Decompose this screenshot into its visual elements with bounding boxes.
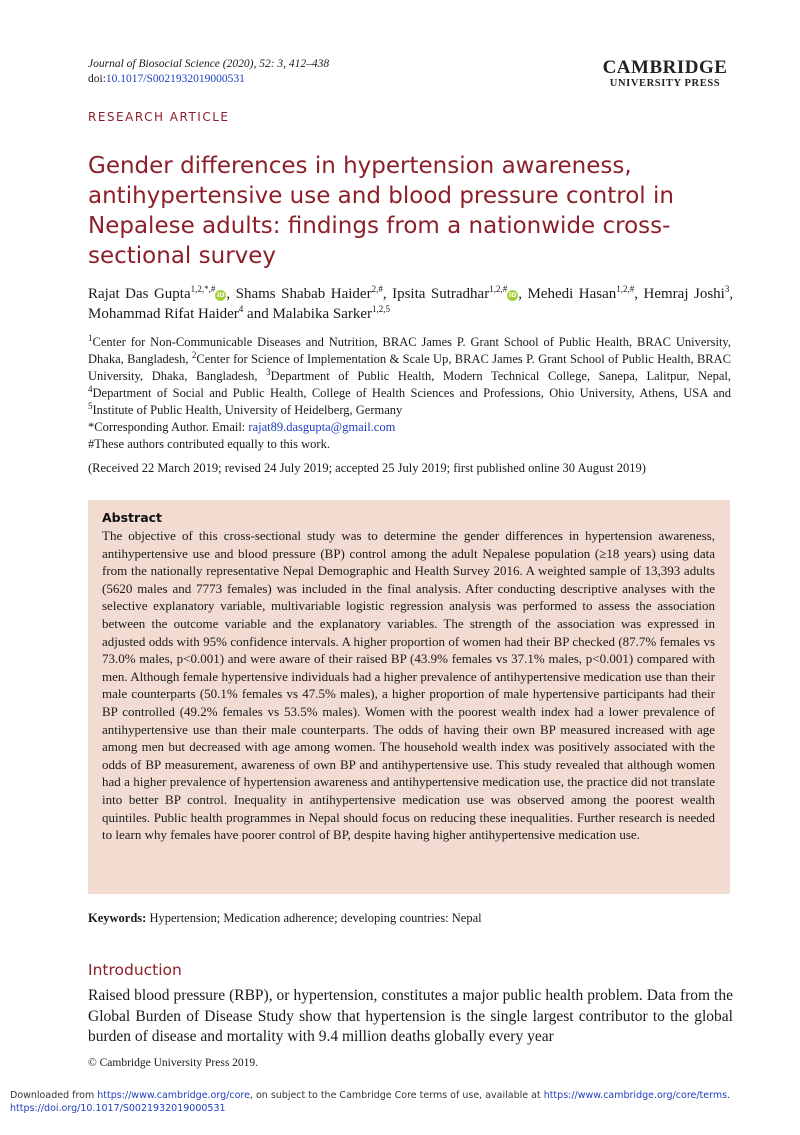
journal-citation bbox=[88, 57, 329, 71]
author-separator: , bbox=[729, 286, 734, 302]
keywords-label: Keywords: bbox=[88, 911, 147, 925]
affiliation-number: 3 bbox=[266, 366, 271, 377]
publisher-press: UNIVERSITY PRESS bbox=[609, 78, 721, 89]
affiliation-text: Department of Public Health, Modern Technical College, Sanepa, Lalitpur, Nepal, bbox=[270, 369, 731, 383]
author-list bbox=[88, 284, 733, 324]
author-name: Mehedi Hasan bbox=[527, 286, 617, 302]
journal-volume: (2020), 52: 3, 412–438 bbox=[219, 58, 330, 70]
publisher-name: CAMBRIDGE bbox=[602, 57, 728, 78]
footer-period: . bbox=[727, 1090, 731, 1101]
corresponding-email-link[interactable]: rajat89.dasgupta@gmail.com bbox=[248, 420, 396, 434]
footer-terms-link[interactable]: https://www.cambridge.org/core/terms bbox=[543, 1090, 728, 1101]
affiliation-text: Department of Social and Public Health, College of Health Sciences and Professions, Ohio University, Athens, USA and bbox=[92, 386, 731, 400]
doi-prefix: doi: bbox=[88, 73, 106, 85]
author-name: Hemraj Joshi bbox=[643, 286, 725, 302]
affiliation-number: 5 bbox=[88, 400, 93, 411]
download-footer bbox=[10, 1089, 790, 1115]
article-type: RESEARCH ARTICLE bbox=[88, 110, 230, 124]
equal-contribution-note: #These authors contributed equally to this work. bbox=[88, 437, 330, 451]
author-affiliation-marker: 2,# bbox=[371, 284, 383, 294]
affiliation-text: Institute of Public Health, University of Heidelberg, Germany bbox=[92, 403, 403, 417]
orcid-icon[interactable]: iD bbox=[508, 291, 517, 299]
article-title: Gender differences in hypertension awareness, antihypertensive use and blood pressure control in Nepalese adults: findings from a nationwide cross-sectional survey bbox=[88, 153, 674, 269]
author-affiliation-marker: 1,2,5 bbox=[372, 304, 391, 314]
abstract-text: The objective of this cross-sectional study was to determine the gender differences in hypertension awareness, antihypertensive use and blood pressure (BP) control among the adult Nepalese population (≥18 years) using data from the nationally representative Nepal Demographic and Health Survey 2016. A weighted sample of 13,393 adults (5620 males and 7773 females) was included in the final analysis. After conducting descriptive analyses with the selective explanatory variable, multivariable logistic regression analysis was performed to assess the association between the outcome variable and the explanatory variables. The strength of the association was expressed in adjusted odds with 95% confidence intervals. A higher proportion of women had their BP checked (87.7% females vs 73.0% males, p<0.001) and were aware of their raised BP (43.9% females vs 37.1% males, p<0.001) compared with men. Although female hypertensive individuals had a higher prevalence of antihypertensive medication use than their male counterparts (50.1% females vs 47.5% males), a higher proportion of male hypertensive participants had their BP controlled (49.2% females vs 53.5% males). Women with the poorest wealth index had a lower prevalence of antihypertensive use than their male counterparts. The odds of having their own BP measured increased with age among men but decreased with age among women. The household wealth index was positively associated with the odds of BP measurement, awareness of own BP and antihypertensive use. This study revealed that although women had a higher prevalence of hypertension awareness and antihypertensive medication use, the practice did not translate into better BP control. Inequality in antihypertensive medication use was observed among the poorest wealth quintiles. Public health programmes in Nepal should focus on reducing these inequalities. Further research is needed to learn why females have poorer control of BP, despite having higher antihypertensive medication use. bbox=[102, 528, 715, 843]
journal-name: Journal of Biosocial Science bbox=[88, 58, 220, 70]
received-dates: (Received 22 March 2019; revised 24 July 2019; accepted 25 July 2019; first published online 30 August 2019) bbox=[88, 461, 646, 475]
abstract-box bbox=[88, 500, 730, 894]
affiliation-number: 4 bbox=[88, 383, 93, 394]
author-name: Malabika Sarker bbox=[272, 306, 373, 322]
affiliation-number: 1 bbox=[88, 332, 93, 343]
introduction-text: Raised blood pressure (RBP), or hypertension, constitutes a major public health problem. Data from the Global Burden of Disease Study show that hypertension is the single largest contributor to the global burden of disease and mortality with 9.4 million deaths globally every year bbox=[88, 987, 733, 1045]
doi-link[interactable]: 10.1017/S0021932019000531 bbox=[105, 73, 245, 85]
author-affiliation-marker: 1,2,*,# bbox=[190, 284, 216, 294]
affiliation-text: Center for Science of Implementation & Scale Up, BRAC James P. Grant School of Public Health, BRAC University, Dhaka, Bangladesh, bbox=[88, 352, 731, 383]
author-separator: and bbox=[243, 306, 273, 322]
introduction-heading: Introduction bbox=[88, 961, 182, 979]
author-separator: , bbox=[518, 286, 528, 302]
author-name: Ipsita Sutradhar bbox=[392, 286, 490, 302]
copyright-notice: © Cambridge University Press 2019. bbox=[88, 1057, 259, 1069]
author-name: Mohammad Rifat Haider bbox=[88, 306, 239, 322]
doi-line bbox=[88, 72, 245, 86]
footer-doi-link[interactable]: https://doi.org/10.1017/S0021932019000531 bbox=[10, 1103, 226, 1114]
author-name: Shams Shabab Haider bbox=[235, 286, 372, 302]
keywords-text: Hypertension; Medication adherence; developing countries: Nepal bbox=[146, 911, 482, 925]
corresponding-label: *Corresponding Author. Email: bbox=[88, 420, 249, 434]
author-separator: , bbox=[226, 286, 236, 302]
footer-core-link[interactable]: https://www.cambridge.org/core bbox=[97, 1090, 250, 1101]
affiliation-number: 2 bbox=[191, 349, 197, 360]
footer-downloaded-label: Downloaded from bbox=[10, 1090, 98, 1101]
abstract-heading: Abstract bbox=[102, 510, 163, 525]
author-affiliation-marker: 4 bbox=[238, 304, 244, 314]
publisher-logo bbox=[600, 58, 730, 90]
affiliation-list bbox=[88, 332, 731, 417]
orcid-icon[interactable]: iD bbox=[217, 291, 225, 299]
keywords bbox=[88, 910, 733, 927]
affiliations bbox=[88, 334, 731, 453]
author-affiliation-marker: 1,2,# bbox=[489, 284, 508, 294]
affiliation-text: Center for Non-Communicable Diseases and Nutrition, BRAC James P. Grant School of Public Health, BRAC University, Dhaka, Bangladesh, bbox=[88, 335, 731, 366]
footer-terms-text: , on subject to the Cambridge Core terms of use, available at bbox=[249, 1090, 544, 1101]
author-affiliation-marker: 1,2,# bbox=[616, 284, 635, 294]
author-separator: , bbox=[382, 286, 393, 302]
author-separator: , bbox=[634, 286, 644, 302]
author-name: Rajat Das Gupta bbox=[88, 286, 191, 302]
author-affiliation-marker: 3 bbox=[724, 284, 730, 294]
